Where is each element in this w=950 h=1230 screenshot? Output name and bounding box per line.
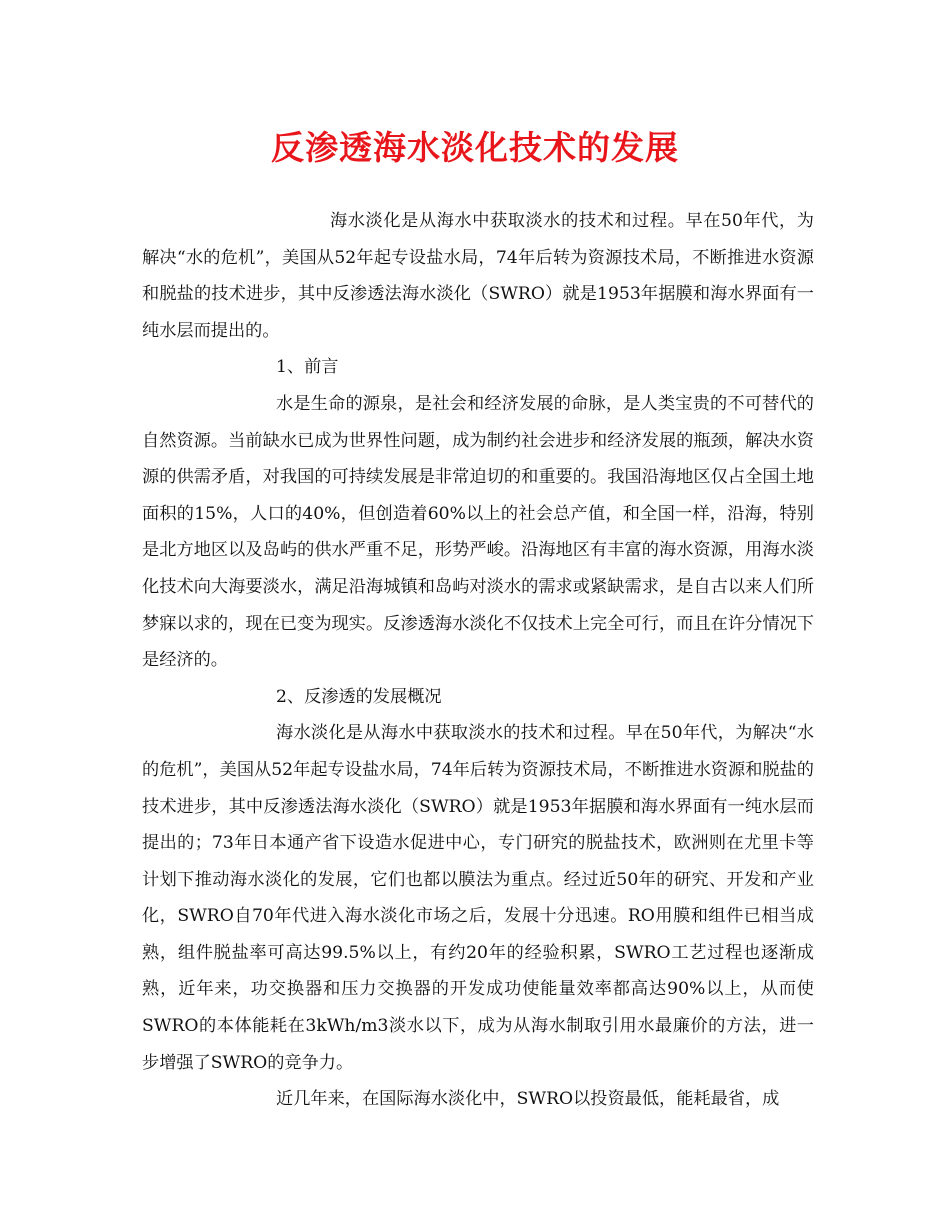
section-heading-development: 2、反渗透的发展概况 <box>276 686 442 707</box>
preface-paragraph: 水是生命的源泉，是社会和经济发展的命脉，是人类宝贵的不可替代的自然资源。当前缺水已成为世界性问题，成为制约社会进步和经济发展的瓶颈，解决水资源的供需矛盾，对我国的可持续发展是非常迫切的和重要的。我国沿海地区仅占全国土地面积的15%，人口的40%，但创造着60%以上的社会总产值，和全国一样，沿海，特别是北方地区以及岛屿的供水严重不足，形势严峻。沿海地区有丰富的海水资源，用海水淡化技术向大海要淡水，满足沿海城镇和岛屿对淡水的需求或紧缺需求，是自古以来人们所梦寐以求的，现在已变为现实。反渗透海水淡化不仅技术上完全可行，而且在许分情况下是经济的。 <box>142 393 814 671</box>
recent-years-paragraph: 近几年来，在国际海水淡化中，SWRO以投资最低，能耗最省，成 <box>276 1089 780 1110</box>
document-body <box>142 203 814 1118</box>
document-title: 反渗透海水淡化技术的发展 <box>271 128 679 167</box>
development-paragraph: 海水淡化是从海水中获取淡水的技术和过程。早在50年代，为解决“水的危机”，美国从52年起专设盐水局，74年后转为资源技术局，不断推进水资源和脱盐的技术进步，其中反渗透法海水淡化（SWRO）就是1953年据膜和海水界面有一纯水层而提出的；73年日本通产省下设造水促进中心，专门研究的脱盐技术，欧洲则在尤里卡等计划下推动海水淡化的发展，它们也都以膜法为重点。经过近50年的研究、开发和产业化，SWRO自70年代进入海水淡化市场之后，发展十分迅速。RO用膜和组件已相当成熟，组件脱盐率可高达99.5%以上，有约20年的经验积累，SWRO工艺过程也逐渐成熟，近年来，功交换器和压力交换器的开发成功使能量效率都高达90%以上，从而使SWRO的本体能耗在3kWh/m3淡水以下，成为从海水制取引用水最廉价的方法，进一步增强了SWRO的竞争力。 <box>142 723 814 1073</box>
intro-paragraph: 海水淡化是从海水中获取淡水的技术和过程。早在50年代，为解决“水的危机”，美国从52年起专设盐水局，74年后转为资源技术局，不断推进水资源和脱盐的技术进步，其中反渗透法海水淡化（SWRO）就是1953年据膜和海水界面有一纯水层而提出的。 <box>142 211 814 341</box>
section-heading-preface: 1、前言 <box>276 357 339 378</box>
